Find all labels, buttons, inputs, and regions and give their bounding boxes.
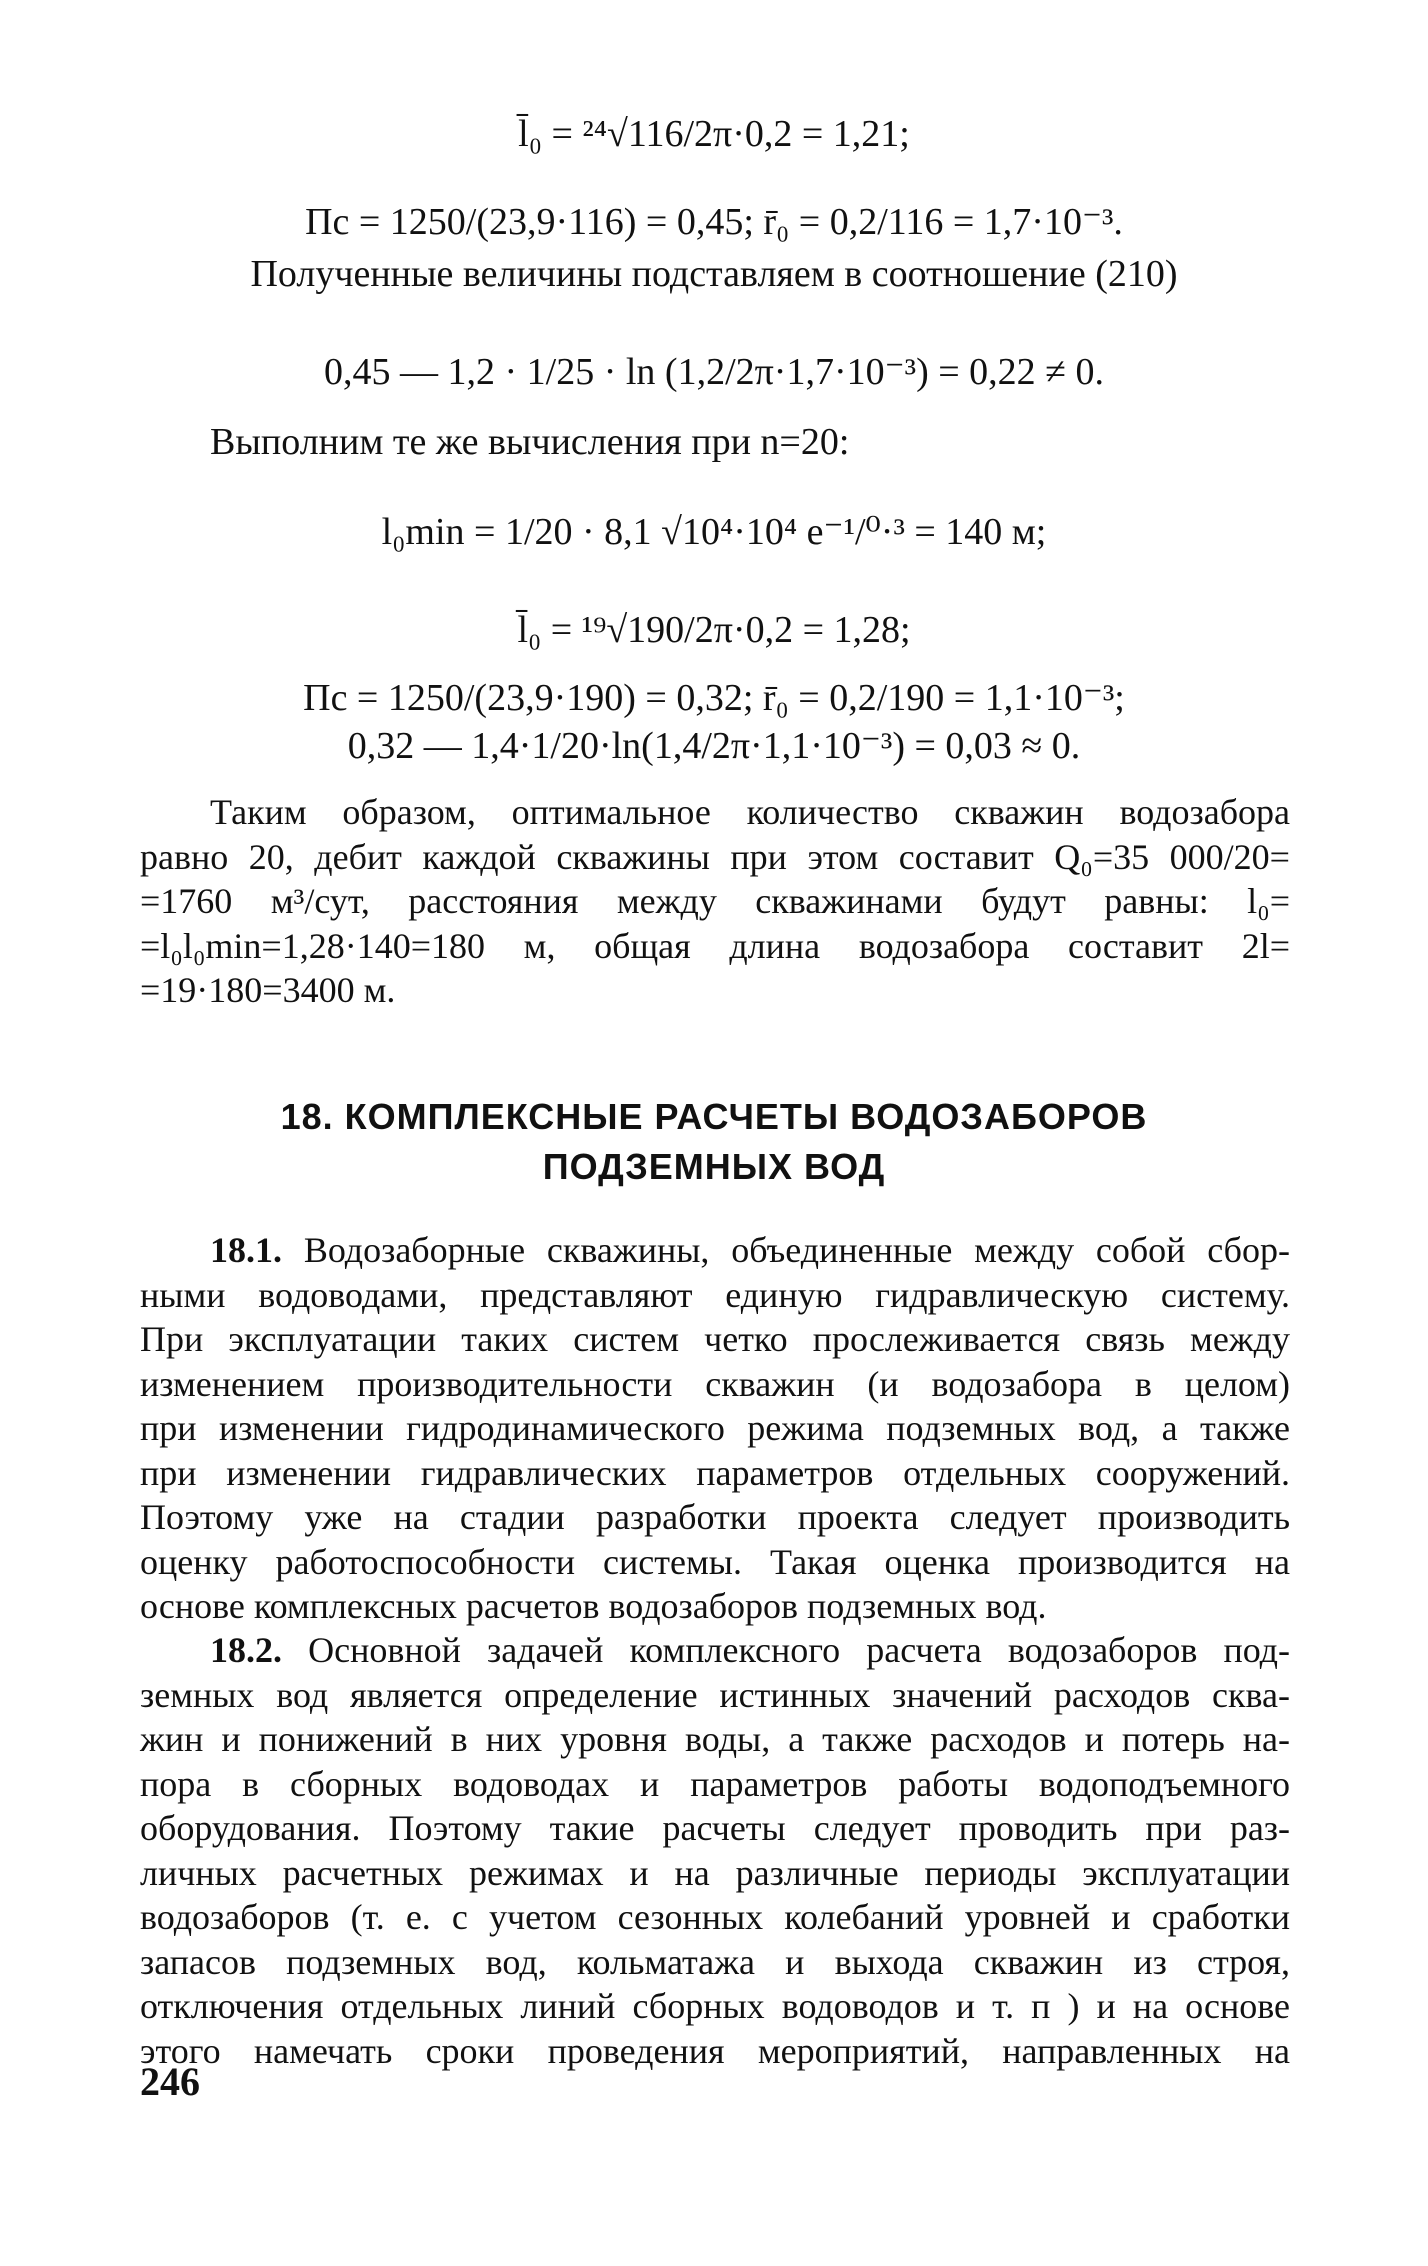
paragraph-line: 18.1. Водозаборные скважины, объединенные между собой сбор- [210,1230,1290,1270]
formula-check-n24: 0,45 — 1,2 · 1/25 · ln (1,2/2π·1,7·10⁻³) = 0,22 ≠ 0. [323,351,1105,393]
formula-pc-r0-116: Пс = 1250/(23,9·116) = 0,45; r̄₀ = 0,2/116 = 1,7·10⁻³. [305,201,1123,243]
paragraph-line: при изменении гидродинамического режима подземных вод, а также [140,1408,1290,1448]
paragraph-line: земных вод является определение истинных значений расходов сква- [140,1674,1290,1715]
paragraph-18-2 [140,1628,1290,2073]
section-title-line2: ПОДЗЕМНЫХ ВОД [542,1146,886,1187]
formula-check-n20: 0,32 — 1,4·1/20·ln(1,4/2π·1,1·10⁻³) = 0,03 ≈ 0. [347,725,1081,767]
conclusion-line: равно 20, дебит каждой скважины при этом составит Q₀=35 000/20= [140,836,1290,877]
formula-l0min: l₀min = 1/20 · 8,1 √10⁴·10⁴ e⁻¹/⁰·³ = 140 м; [381,511,1047,553]
paragraph-line: этого намечать сроки проведения мероприятий, направленных на [140,2030,1290,2071]
conclusion-line: =1760 м³/сут, расстояния между скважинами будут равны: l₀= [140,881,1290,921]
paragraph-18-1 [140,1228,1290,1629]
page-number: 246 [140,2059,200,2104]
formula-pc-r0-190: Пс = 1250/(23,9·190) = 0,32; r̄₀ = 0,2/190 = 1,1·10⁻³; [303,677,1125,719]
paragraph-line: запасов подземных вод, кольматажа и выхода скважин из строя, [140,1941,1290,1982]
paragraph-line: при изменении гидравлических параметров отдельных сооружений. [140,1452,1290,1493]
paragraph-line: основе комплексных расчетов водозаборов подземных вод. [140,1586,1047,1626]
conclusion-paragraph [140,790,1290,1013]
formula-l0-19: l̄₀ = ¹⁹√190/2π·0,2 = 1,28; [517,609,911,651]
paragraph-number: 18.2. [210,1630,282,1670]
paragraph-line: личных расчетных режимах и на различные периоды эксплуатации [140,1852,1290,1893]
paragraph-line: Поэтому уже на стадии разработки проекта следует производить [140,1497,1290,1537]
conclusion-line: Таким образом, оптимальное количество скважин водозабора [210,792,1290,832]
paragraph-number: 18.1. [210,1230,282,1270]
paragraph-line: пора в сборных водоводах и параметров работы водоподъемного [140,1763,1290,1804]
paragraph-line: оборудования. Поэтому такие расчеты следует проводить при раз- [140,1808,1290,1848]
formula-l0-24: l̄₀ = ²⁴√116/2π·0,2 = 1,21; [518,113,910,155]
paragraph-line: изменением производительности скважин (и водозабора в целом) [140,1363,1290,1404]
paragraph-line: отключения отдельных линий сборных водоводов и т. п ) и на основе [140,1986,1290,2026]
paragraph-line: оценку работоспособности системы. Такая оценка производится на [140,1541,1290,1582]
text-substitute-values: Полученные величины подставляем в соотношение (210) [250,253,1178,295]
paragraph-line: водозаборов (т. е. с учетом сезонных колебаний уровней и сработки [140,1897,1290,1937]
conclusion-line: =19·180=3400 м. [140,970,396,1010]
paragraph-line: При эксплуатации таких систем четко прослеживается связь между [140,1319,1290,1359]
section-title-line1: 18. КОМПЛЕКСНЫЕ РАСЧЕТЫ ВОДОЗАБОРОВ [280,1096,1148,1137]
paragraph-line: 18.2. Основной задачей комплексного расчета водозаборов под- [210,1630,1290,1670]
text-repeat-n20: Выполним те же вычисления при n=20: [210,421,850,463]
paragraph-line: жин и понижений в них уровня воды, а также расходов и потерь на- [140,1719,1290,1759]
paragraph-line: ными водоводами, представляют единую гидравлическую систему. [140,1274,1290,1315]
conclusion-line: =l₀l₀min=1,28·140=180 м, общая длина водозабора составит 2l= [140,925,1290,966]
